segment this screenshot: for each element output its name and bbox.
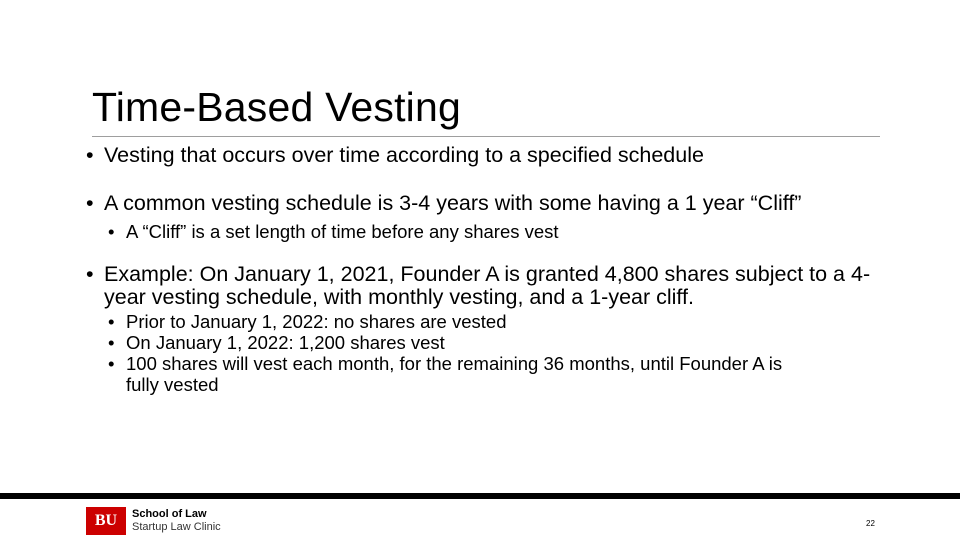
bullet-dot: • bbox=[86, 191, 94, 215]
logo-clinic-name: Startup Law Clinic bbox=[132, 521, 221, 533]
bullet-1 bbox=[86, 144, 886, 167]
bullet-2-text: A common vesting schedule is 3-4 years with some having a 1 year “Cliff” bbox=[104, 191, 802, 215]
title-divider bbox=[92, 136, 880, 137]
bullet-3-text: Example: On January 1, 2021, Founder A is granted 4,800 shares subject to a 4-year vesting schedule, with monthly vesting, and a 1-year cliff. bbox=[104, 262, 871, 309]
bullet-3 bbox=[86, 263, 879, 309]
bullet-dot: • bbox=[86, 262, 94, 286]
bullet-3-sub-1-text: Prior to January 1, 2022: no shares are vested bbox=[126, 311, 507, 332]
bullet-3-sub-3-text: 100 shares will vest each month, for the remaining 36 months, until Founder A is fully vested bbox=[126, 353, 783, 395]
bullet-dot: • bbox=[108, 353, 115, 374]
bullet-dot: • bbox=[86, 143, 94, 167]
bullet-dot: • bbox=[108, 311, 115, 332]
bullet-3-sub-2-text: On January 1, 2022: 1,200 shares vest bbox=[126, 332, 445, 353]
bullet-3-sub-1 bbox=[108, 311, 886, 332]
bu-logo-mark: BU bbox=[86, 507, 126, 535]
bullet-2 bbox=[86, 192, 884, 215]
page-number: 22 bbox=[866, 519, 875, 528]
slide-body bbox=[86, 144, 886, 395]
bullet-3-sub-2 bbox=[108, 332, 886, 353]
slide-title: Time-Based Vesting bbox=[92, 84, 461, 130]
bullet-2-sub-1 bbox=[108, 221, 886, 242]
bullet-2-sub-1-text: A “Cliff” is a set length of time before any shares vest bbox=[126, 221, 559, 242]
bullet-dot: • bbox=[108, 221, 115, 242]
bu-law-logo bbox=[86, 506, 221, 536]
bullet-3-sub-3 bbox=[108, 353, 806, 395]
bullet-dot: • bbox=[108, 332, 115, 353]
bullet-1-text: Vesting that occurs over time according to a specified schedule bbox=[104, 143, 704, 167]
logo-text bbox=[132, 508, 221, 534]
footer-bar bbox=[0, 493, 960, 499]
logo-school-name: School of Law bbox=[132, 508, 207, 520]
